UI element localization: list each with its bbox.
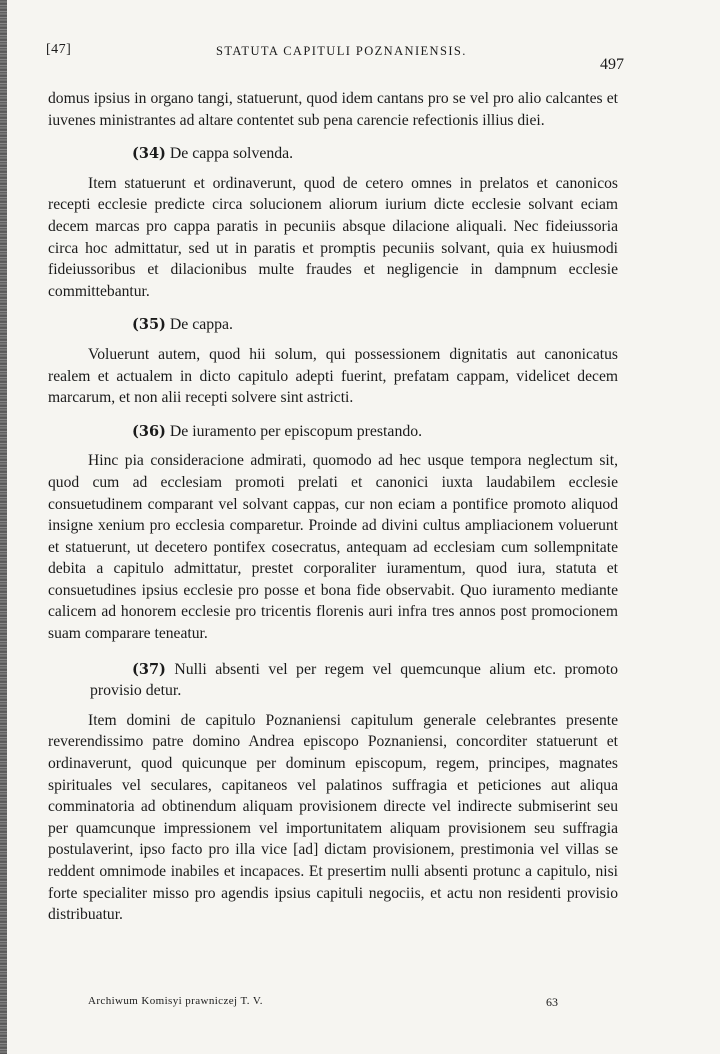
section-number: (37) (132, 660, 166, 678)
original-page-marker: [47] (46, 42, 72, 57)
section-title: Nulli absenti vel per regem vel quemcunque alium etc. promoto provisio detur. (90, 660, 618, 700)
section-paragraph-36: Hinc pia consideracione admirati, quomodo ad hec usque tempora neglectum sit, quod cum ad ecclesiam promoti prelati et canonici iuxta laudabilem ecclesie consuetudinem comparant vel solvant cappas, cur non eciam a pontifice promoto aliquod insigne xenium pro ecclesia comparetur. Proinde ad divini cultus ampliacionem voluerunt et statuerunt, ut decetero pontifex cosecratus, antequam ad ecclesiam cum sollempnitate debita a capitulo admittatur, prestet corporaliter iuramentum, quod iura, statuta et consuetudines ipsius ecclesie pro posse et bona fide observabit. Quo iuramento mediante calicem ad honorem ecclesie pro tricentis florenis auri infra tres annos post promocionem suam comparare teneatur. (48, 452, 618, 643)
running-title: STATUTA CAPITULI POZNANIENSIS. (216, 44, 467, 58)
section-paragraph-35: Voluerunt autem, quod hii solum, qui possessionem dignitatis aut canonicatus realem et actualem in dicto capitulo adepti fuerint, prefatam cappam, videlicet decem marcarum, et non alii recepti solvere sint astricti. (48, 345, 618, 407)
section-paragraph-37: Item domini de capitulo Poznaniensi capitulum generale celebrantes presente reverendissimo patre domino Andrea episcopo Poznaniensi, concorditer statuerunt et ordinaverunt, quod quicunque per dominum episcopum, regem, principes, magnates spirituales vel seculares, capitaneos vel palatinos suffragia et peticiones aut aliqua comminatoria ad obtinendum aliquam provisionem directe vel indirecte submiserint seu per quamcunque impressionem vel importunitatem aliquam provisionem seu suffragia postulaverint, ipso facto pro illa vice [ad] dictam provisionem, prestimonia vel villas se reddent omnimode inabiles et incapaces. Et presertim nulli absenti protunc a capitulo, nisi forte specialiter misso pro agendis ipsius capituli negociis, et actu non residenti provisio distribuatur. (48, 711, 618, 924)
page-binding-edge (0, 0, 7, 1054)
section-number: (35) (132, 316, 166, 334)
continuation-paragraph: domus ipsius in organo tangi, statuerunt, quod idem cantans pro se vel pro alio calcantes et iuvenes ministrantes ad altare contentet sub pena carencie refectionis illius diei. (48, 90, 618, 129)
section-heading-34 (132, 143, 618, 165)
section-title: De iuramento per episcopum prestando. (169, 422, 423, 440)
page-body (48, 88, 618, 926)
section-heading-36 (132, 421, 618, 443)
section-heading-37 (48, 659, 618, 702)
section-number: (36) (132, 422, 166, 440)
page-number: 497 (600, 56, 624, 73)
section-number: (34) (132, 145, 166, 163)
section-title: De cappa. (169, 316, 234, 334)
running-header (46, 42, 624, 72)
section-heading-35 (132, 314, 618, 336)
footer-source: Archiwum Komisyi prawniczej T. V. (88, 995, 263, 1007)
footer-signature-number: 63 (546, 995, 558, 1009)
section-title: De cappa solvenda. (169, 145, 294, 163)
section-paragraph-34: Item statuerunt et ordinaverunt, quod de cetero omnes in prelatos et canonicos recepti ecclesie predicte circa solucionem aliorum iurium dicte ecclesie solvant eciam decem marcas pro cappa paratis in pecuniis absque dilacione aliquali. Nec fideiussoria circa hoc admittatur, sed ut in paratis et promptis pecuniis solvant, quia ex huiusmodi fideiussoribus et dilacionibus multe fraudes et negligencie in dampnum ecclesie committebantur. (48, 174, 618, 300)
